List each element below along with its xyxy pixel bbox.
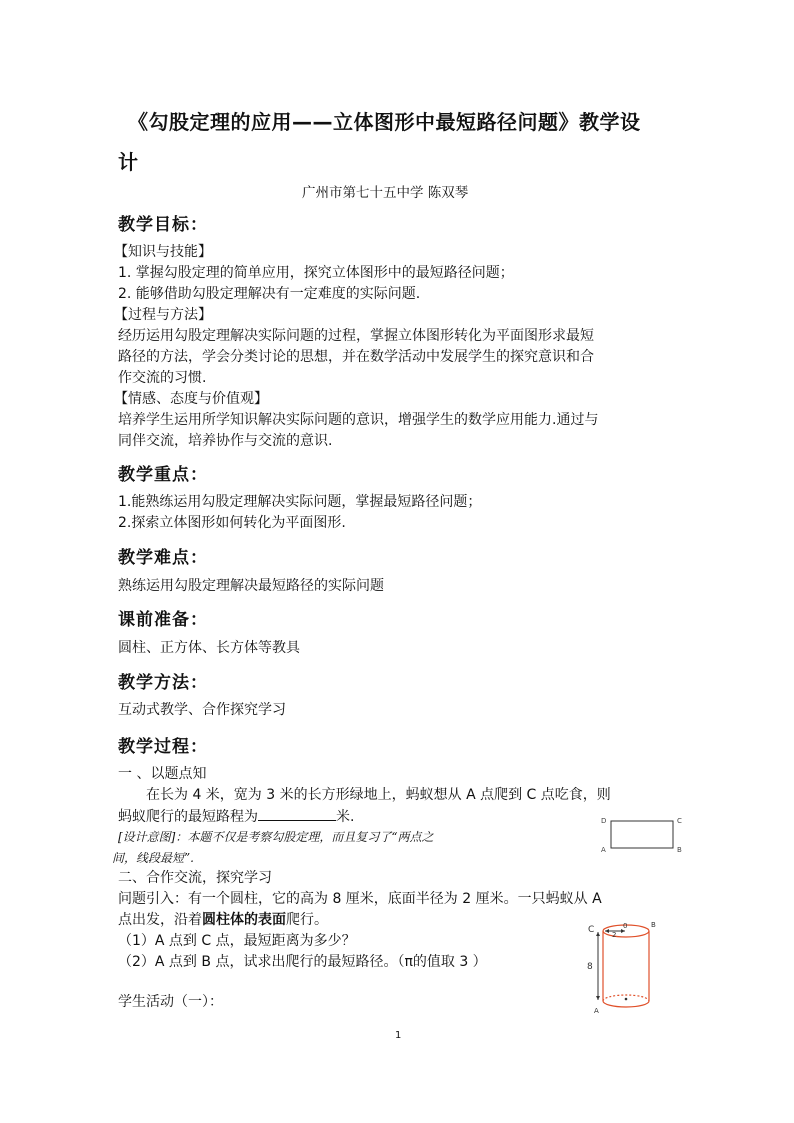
part1-problem-line: 在长为 4 米，宽为 3 米的长方形绿地上，蚂蚁想从 A 点爬到 C 点吃食，则 — [146, 787, 611, 803]
intro-line-2 — [118, 910, 328, 931]
knowledge-item: 2. 能够借助勾股定理解决有一定难度的实际问题. — [118, 286, 421, 302]
design-note-line: 间，线段最短”. — [112, 851, 194, 865]
tag-emotion-values: 【情感、态度与价值观】 — [114, 391, 268, 407]
design-note-line: [设计意图]：本题不仅是考察勾股定理，而且复习了“两点之 — [118, 830, 434, 844]
cyl-radius-value: 2 — [612, 931, 617, 939]
page-number: 1 — [395, 1030, 402, 1041]
tag-knowledge-skills: 【知识与技能】 — [114, 244, 212, 260]
part1-problem-text: 蚂蚁爬行的最短路程为 — [118, 809, 258, 825]
question-1: （1）A 点到 C 点，最短距离为多少？ — [118, 933, 356, 949]
part1-title: 一 、以题点知 — [118, 766, 207, 782]
knowledge-item: 1. 掌握勾股定理的简单应用，探究立体图形中的最短路径问题； — [118, 265, 514, 281]
part1-problem-line-2 — [118, 806, 354, 828]
student-activity-label: 学生活动（一）： — [118, 994, 223, 1010]
emotion-text-line: 培养学生运用所学知识解决实际问题的意识，增强学生的数学应用能力.通过与 — [118, 412, 599, 428]
cyl-label-a: A — [594, 1007, 599, 1015]
intro-line: 问题引入：有一个圆柱，它的高为 8 厘米，底面半径为 2 厘米。一只蚂蚁从 A — [118, 891, 602, 907]
part1-problem-unit: 米. — [336, 809, 355, 825]
intro-emphasis: 圆柱体的表面 — [202, 912, 286, 928]
process-text-line: 作交流的习惯. — [118, 370, 207, 386]
keypoint-item: 2.探索立体图形如何转化为平面图形. — [118, 515, 346, 531]
cylinder-figure — [578, 918, 662, 1018]
heading-preparation: 课前准备： — [118, 610, 208, 630]
rectangle-figure — [598, 812, 690, 856]
emotion-text-line: 同伴交流，培养协作与交流的意识. — [118, 433, 333, 449]
part2-title: 二、合作交流，探究学习 — [118, 870, 272, 886]
heading-process: 教学过程： — [118, 737, 208, 757]
author-line: 广州市第七十五中学 陈双琴 — [302, 185, 469, 201]
rect-label-d: D — [601, 817, 607, 825]
document-title-line2: 计 — [118, 150, 139, 174]
intro-text-end: 爬行。 — [286, 912, 328, 928]
cyl-height-value: 8 — [587, 962, 593, 972]
heading-difficulty: 教学难点： — [118, 548, 208, 568]
process-text-line: 经历运用勾股定理解决实际问题的过程，掌握立体图形转化为平面图形求最短 — [118, 328, 594, 344]
rect-label-c: C — [677, 817, 682, 825]
rect-label-a: A — [601, 846, 606, 854]
intro-text: 点出发，沿着 — [118, 912, 202, 928]
document-title-line1: 《勾股定理的应用——立体图形中最短路径问题》教学设 — [128, 110, 641, 134]
heading-key-points: 教学重点： — [118, 465, 208, 485]
keypoint-item: 1.能熟练运用勾股定理解决实际问题，掌握最短路径问题； — [118, 494, 482, 510]
rect-label-b: B — [677, 846, 682, 854]
difficulty-text: 熟练运用勾股定理解决最短路径的实际问题 — [118, 578, 384, 594]
answer-blank — [258, 806, 336, 821]
preparation-text: 圆柱、正方体、长方体等教具 — [118, 640, 300, 656]
heading-teaching-goals: 教学目标： — [118, 215, 208, 235]
cyl-label-o: 0 — [623, 922, 628, 930]
process-text-line: 路径的方法，学会分类讨论的思想，并在数学活动中发展学生的探究意识和合 — [118, 349, 594, 365]
heading-method: 教学方法： — [118, 673, 208, 693]
question-2: （2）A 点到 B 点，试求出爬行的最短路径。（π的值取 3 ） — [118, 954, 487, 970]
cyl-label-b: B — [651, 921, 656, 929]
tag-process-method: 【过程与方法】 — [114, 307, 212, 323]
cyl-label-c: C — [588, 925, 595, 935]
method-text: 互动式教学、合作探究学习 — [118, 702, 286, 718]
